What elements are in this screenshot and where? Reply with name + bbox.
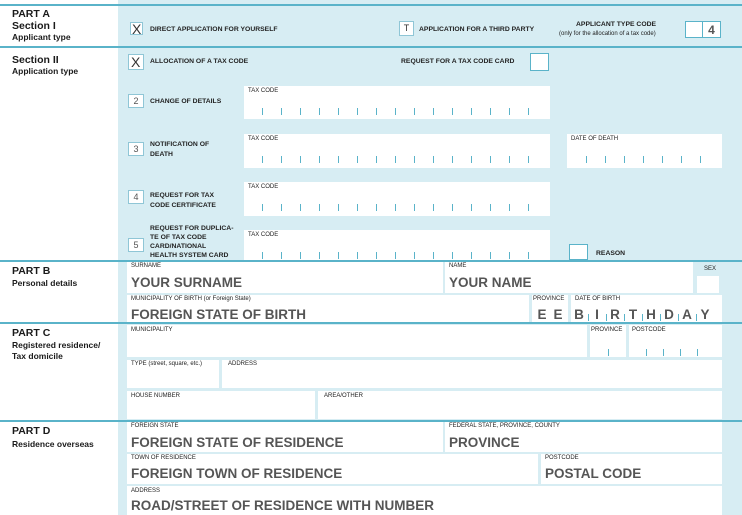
request-card-checkbox[interactable] <box>530 53 549 71</box>
certificate-request-number: 4 <box>133 192 139 202</box>
date-of-birth-char: D <box>664 307 674 322</box>
area-other-label: AREA/OTHER <box>324 393 364 399</box>
section-2-subtitle: Application type <box>12 66 79 76</box>
third-party-label: APPLICATION FOR A THIRD PARTY <box>419 26 535 33</box>
part-d-title: PART D <box>12 425 51 437</box>
reason-label: REASON <box>596 250 626 257</box>
request-card-label: REQUEST FOR A TAX CODE CARD <box>401 58 515 65</box>
part-b-title: PART B <box>12 265 51 277</box>
sex-field[interactable] <box>697 276 719 293</box>
date-of-birth-char: H <box>646 307 656 322</box>
certificate-request-label-line-2: CODE CERTIFICATE <box>150 202 216 209</box>
part-a-title: PART A <box>12 8 50 20</box>
name-label: NAME <box>449 263 467 269</box>
certificate-request-label-line-1: REQUEST FOR TAX <box>150 192 215 199</box>
date-of-birth-ticks <box>588 314 697 321</box>
date-of-birth-label: DATE OF BIRTH <box>575 296 621 302</box>
applicant-type-code-label: APPLICANT TYPE CODE <box>576 21 657 28</box>
date-of-birth-char: A <box>682 307 692 322</box>
certificate-tax-code-label: TAX CODE <box>248 184 279 190</box>
federal-state-value: PROVINCE <box>449 435 520 450</box>
change-details-number: 2 <box>133 96 139 106</box>
date-of-birth-char: I <box>595 307 599 322</box>
change-details-tax-code-label: TAX CODE <box>248 88 279 94</box>
separator-section-2 <box>0 46 742 48</box>
allocation-label: ALLOCATION OF A TAX CODE <box>150 58 249 65</box>
certificate-tax-code-ticks <box>262 204 529 211</box>
foreign-address-label: ADDRESS <box>131 488 161 494</box>
part-c-title: PART C <box>12 327 51 339</box>
death-notification-label-line-2: DEATH <box>150 151 173 158</box>
birth-province-char: E <box>537 307 547 322</box>
federal-state-label: FEDERAL STATE, PROVINCE, COUNTY <box>449 423 560 429</box>
duplicate-card-number: 5 <box>133 240 139 250</box>
date-of-birth-char: B <box>574 307 584 322</box>
reason-box[interactable] <box>569 244 588 260</box>
duplicate-tax-code-label: TAX CODE <box>248 232 279 238</box>
municipality-label: MUNICIPALITY <box>131 327 173 333</box>
foreign-town-label: TOWN OF RESIDENCE <box>131 455 196 461</box>
residence-province-ticks <box>608 349 609 356</box>
duplicate-card-label-line-4: HEALTH SYSTEM CARD <box>150 252 229 259</box>
name-value: YOUR NAME <box>449 275 532 290</box>
duplicate-card-label-line-3: CARD/NATIONAL <box>150 243 207 250</box>
date-of-birth-char: Y <box>700 307 710 322</box>
duplicate-tax-code-ticks <box>262 252 529 259</box>
date-of-death-ticks <box>586 156 701 163</box>
area-other-field[interactable] <box>318 391 722 419</box>
applicant-type-code-value: 4 <box>708 23 715 37</box>
birth-province-label: PROVINCE <box>533 296 565 302</box>
death-notification-label-line-1: NOTIFICATION OF <box>150 141 210 148</box>
residence-address-label: ADDRESS <box>228 361 258 367</box>
municipality-of-birth-value: FOREIGN STATE OF BIRTH <box>131 307 306 322</box>
date-of-birth-char: R <box>610 307 620 322</box>
part-c-subtitle-line-1: Registered residence/ <box>12 340 101 350</box>
death-tax-code-ticks <box>262 156 529 163</box>
section-1-title: Section I <box>12 20 56 32</box>
applicant-type-code-note: (only for the allocation of a tax code) <box>559 31 656 37</box>
surname-label: SURNAME <box>131 263 162 269</box>
third-party-box-letter: T <box>403 23 410 33</box>
duplicate-card-label-line-2: TE OF TAX CODE <box>150 234 207 241</box>
direct-application-label: DIRECT APPLICATION FOR YOURSELF <box>150 26 278 33</box>
foreign-address-value: ROAD/STREET OF RESIDENCE WITH NUMBER <box>131 498 435 513</box>
municipality-field[interactable] <box>127 325 587 357</box>
foreign-state-label: FOREIGN STATE <box>131 423 179 429</box>
part-c-subtitle-line-2: Tax domicile <box>12 351 63 361</box>
sex-label: SEX <box>704 266 717 272</box>
duplicate-card-label-line-1: REQUEST FOR DUPLICA- <box>150 225 234 232</box>
foreign-postcode-value: POSTAL CODE <box>545 466 642 481</box>
separator-part-c <box>0 322 742 324</box>
residence-province-label: PROVINCE <box>591 327 623 333</box>
separator-top <box>0 4 742 6</box>
foreign-state-value: FOREIGN STATE OF RESIDENCE <box>131 435 344 450</box>
date-of-birth-char: T <box>628 307 638 322</box>
change-details-label: CHANGE OF DETAILS <box>150 98 222 105</box>
residence-postcode-label: POSTCODE <box>632 327 666 333</box>
foreign-postcode-label: POSTCODE <box>545 455 579 461</box>
change-details-tax-code-ticks <box>262 108 529 115</box>
foreign-town-value: FOREIGN TOWN OF RESIDENCE <box>131 466 343 481</box>
part-b-subtitle: Personal details <box>12 278 78 288</box>
residence-postcode-ticks <box>646 349 698 356</box>
residence-address-field[interactable] <box>222 360 722 388</box>
date-of-death-label: DATE OF DEATH <box>571 136 619 142</box>
death-tax-code-label: TAX CODE <box>248 136 279 142</box>
birth-province-char: E <box>553 307 563 322</box>
surname-value: YOUR SURNAME <box>131 275 243 290</box>
direct-application-check-mark: X <box>132 21 142 37</box>
section-2-title: Section II <box>12 54 59 66</box>
street-type-label: TYPE (street, square, etc.) <box>131 361 203 367</box>
allocation-check-mark: X <box>131 54 141 70</box>
part-d-subtitle: Residence overseas <box>12 439 94 449</box>
house-number-label: HOUSE NUMBER <box>131 393 181 399</box>
municipality-of-birth-label: MUNICIPALITY OF BIRTH (or Foreign State) <box>131 296 251 302</box>
death-notification-number: 3 <box>133 144 139 154</box>
section-1-subtitle: Applicant type <box>12 32 71 42</box>
